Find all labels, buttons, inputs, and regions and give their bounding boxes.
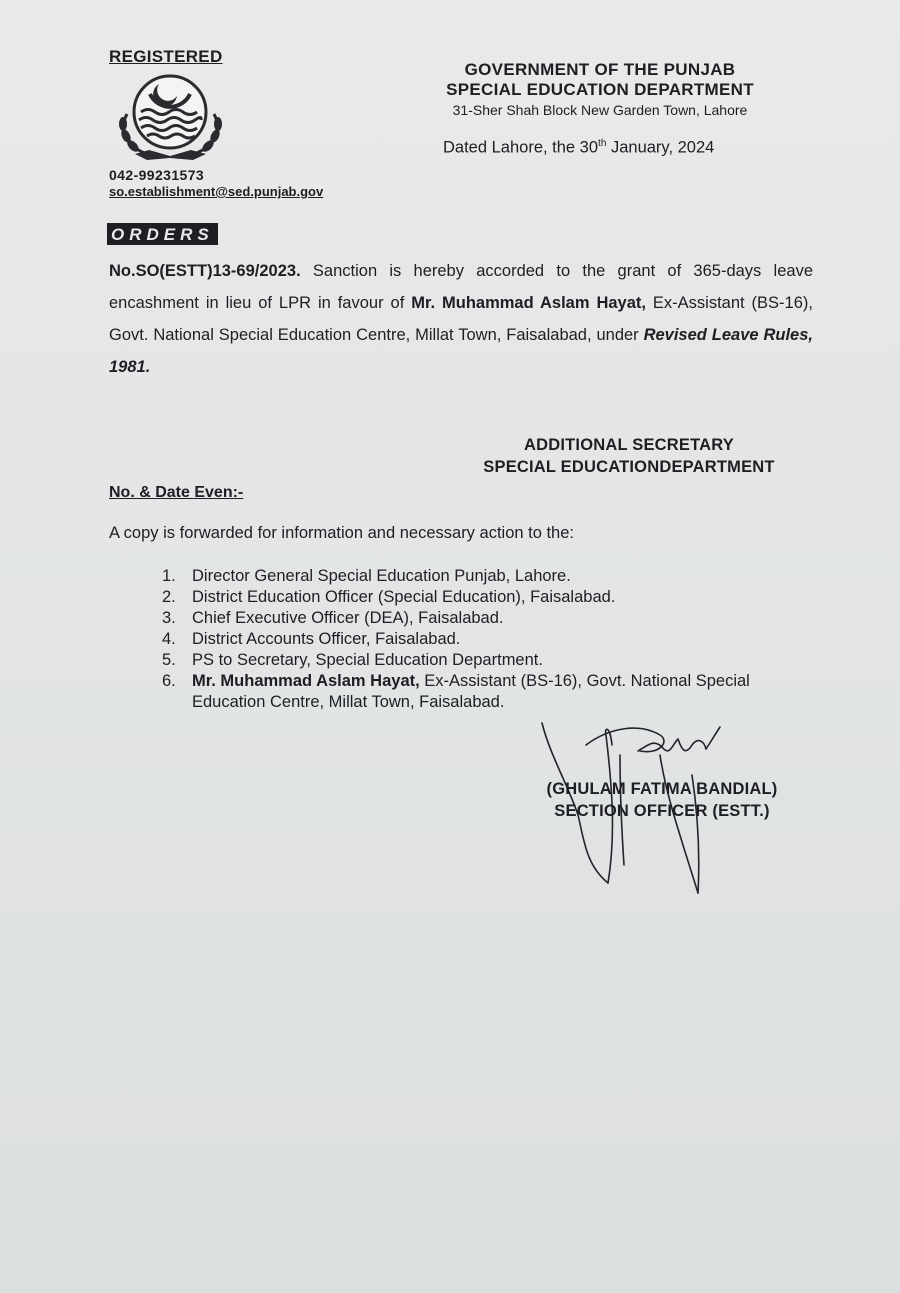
list-number: 2. — [162, 588, 176, 606]
date-ordinal: th — [598, 138, 607, 149]
orders-heading: ORDERS — [107, 223, 218, 245]
order-paragraph — [109, 255, 813, 383]
punjab-government-emblem-icon — [113, 74, 228, 162]
phone-number: 042-99231573 — [109, 167, 205, 183]
list-text: PS to Secretary, Special Education Department. — [192, 651, 543, 669]
list-number: 1. — [162, 567, 176, 585]
list-number: 5. — [162, 651, 176, 669]
list-item — [162, 566, 802, 587]
list-bold-name: Mr. Muhammad Aslam Hayat, — [192, 672, 420, 690]
list-number: 3. — [162, 609, 176, 627]
list-number: 6. — [162, 672, 176, 690]
list-number: 4. — [162, 630, 176, 648]
list-text: District Accounts Officer, Faisalabad. — [192, 630, 461, 648]
distribution-list — [162, 566, 802, 713]
registered-label: REGISTERED — [109, 47, 223, 66]
officer-title: SECTION OFFICER (ESTT.) — [554, 802, 770, 820]
government-title: GOVERNMENT OF THE PUNJAB — [464, 60, 736, 79]
list-item — [162, 608, 802, 629]
list-text-rest: Ex-Assistant (BS-16), Govt. National Special Education Centre, Millat Town, Faisalabad. — [192, 672, 750, 711]
copy-heading: No. & Date Even:- — [109, 484, 244, 501]
order-number: No.SO(ESTT)13-69/2023. — [109, 262, 301, 280]
copy-intro: A copy is forwarded for information and necessary action to the: — [109, 524, 574, 542]
order-text-2: Ex-Assistant (BS-16), Govt. National Special Education Centre, Millat Town, Faisalabad, under — [109, 294, 813, 344]
email-address[interactable]: so.establishment@sed.punjab.gov — [109, 184, 324, 199]
department-header — [415, 60, 785, 120]
department-address: 31-Sher Shah Block New Garden Town, Lahore — [452, 102, 748, 118]
list-item — [162, 587, 802, 608]
date-prefix: Dated Lahore, the 30 — [443, 138, 599, 157]
list-text: District Education Officer (Special Education), Faisalabad. — [192, 588, 616, 606]
officer-name: (GHULAM FATIMA BANDIAL) — [546, 780, 778, 798]
department-title: SPECIAL EDUCATION DEPARTMENT — [446, 80, 754, 99]
list-text: Chief Executive Officer (DEA), Faisalabad. — [192, 609, 504, 627]
list-item — [162, 650, 802, 671]
issuer-title: ADDITIONAL SECRETARY — [524, 436, 734, 454]
issuer-block — [440, 434, 818, 478]
officer-block — [512, 778, 812, 822]
issuer-department: SPECIAL EDUCATIONDEPARTMENT — [483, 458, 775, 476]
leave-rules: Revised Leave Rules, 1981. — [109, 326, 813, 376]
list-text — [192, 671, 802, 713]
employee-name: Mr. Muhammad Aslam Hayat, — [411, 294, 646, 312]
list-item — [162, 629, 802, 650]
list-text: Director General Special Education Punjab, Lahore. — [192, 567, 571, 585]
document-date — [443, 138, 714, 158]
order-text-1: Sanction is hereby accorded to the grant of 365-days leave encashment in lieu of LPR in favour of — [109, 262, 813, 312]
list-item — [162, 671, 802, 713]
date-suffix: January, 2024 — [606, 138, 715, 157]
